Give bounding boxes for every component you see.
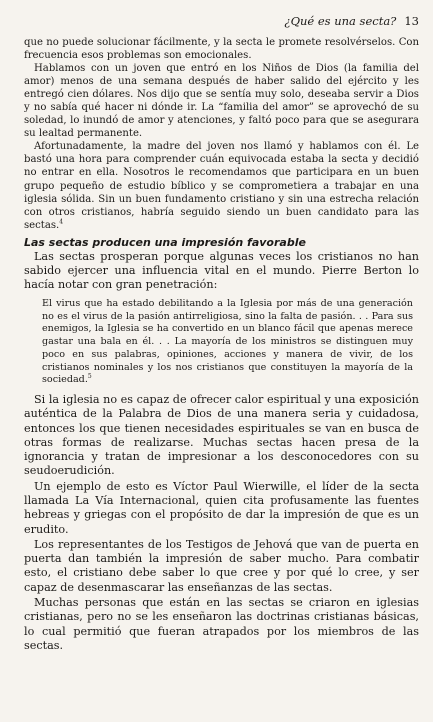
section-title: Las sectas producen una impresión favorable <box>24 235 306 249</box>
paragraph: Los representantes de los Testigos de Jehová que van de puerta en puerta dan también la impresión de saber mucho. Para combatir esto, el cristiano debe saber lo que cree y por qué lo cree, y ser capaz de desenmascarar las enseñanzas de las sectas. <box>24 537 419 594</box>
quote-body: El virus que ha estado debilitando a la Iglesia por más de una generación no es el virus de la pasión antirreligiosa, sino la falta de pasión. . . Para sus enemigos, la Iglesia se ha convertido en un blanco fácil que apenas merece gastar una bala en él. . . La mayoría de los ministros se distinguen muy poco en sus palabras, opiniones, acciones y manera de vivir, de los cristianos nominales y los nos cristianos que constituyen la mayoría de la sociedad. <box>42 297 413 386</box>
paragraph: que no puede solucionar fácilmente, y la secta le promete resolvérselos. Con frecuencia esos problemas son emocionales. <box>24 37 419 62</box>
page-number: 13 <box>404 14 419 28</box>
paragraph <box>24 140 419 231</box>
paragraph: Hablamos con un joven que entró en los Niños de Dios (la familia del amor) menos de una semana después de haber salido del ejército y les entregó cien dólares. Nos dijo que se sentía muy solo, deseaba servir a Dios y no sabía qué hacer ni dónde ir. La “familia del amor” se aprovechó de su soledad, lo inundó de amor y atenciones, y faltó poco para que se asegurara su lealtad permanente. <box>24 63 419 140</box>
paragraph: Muchas personas que están en las sectas se criaron en iglesias cristianas, pero no se les enseñaron las doctrinas cristianas básicas, lo cual permitió que fueran atrapados por los miembros de las sectas. <box>24 596 419 652</box>
page-header <box>24 14 419 36</box>
paragraph-text: Afortunadamente, la madre del joven nos llamó y hablamos con él. Le bastó una hora para comprender cuán equivocada estaba la secta y decidió no entrar en ella. Nosotros le recomendamos que participara en un buen grupo pequeño de estudio bíblico y se comprometiera a trabajar en una iglesia sólida. Sin un buen fundamento cristiano y sin una estrecha relación con otros cristianos, habría seguido siendo un buen candidato para las sectas. <box>24 141 419 231</box>
paragraph: Si la iglesia no es capaz de ofrecer calor espiritual y una exposición auténtica de la Palabra de Dios de una manera seria y cuidadosa, entonces los que tienen necesidades espirituales se van en busca de otras formas de realizarse. Muchas sectas hacen presa de la ignorancia y tratan de impresionar a los desconocedores con su seudoerudición. <box>24 392 419 478</box>
block-quote <box>24 292 419 393</box>
quote-text <box>42 298 413 387</box>
footnote-ref: 4 <box>59 218 64 226</box>
running-title: ¿Qué es una secta? <box>284 14 397 28</box>
footnote-ref: 5 <box>87 373 92 381</box>
paragraph: Un ejemplo de esto es Víctor Paul Wierwille, el líder de la secta llamada La Vía Internacional, quien cita profusamente las fuentes hebreas y griegas con el propósito de dar la impresión de que es un erudito. <box>24 479 419 536</box>
page-body <box>24 36 419 653</box>
paragraph: Las sectas prosperan porque algunas veces los cristianos no han sabido ejercer una influencia vital en el mundo. Pierre Berton lo hacía notar con gran penetración: <box>24 249 419 291</box>
